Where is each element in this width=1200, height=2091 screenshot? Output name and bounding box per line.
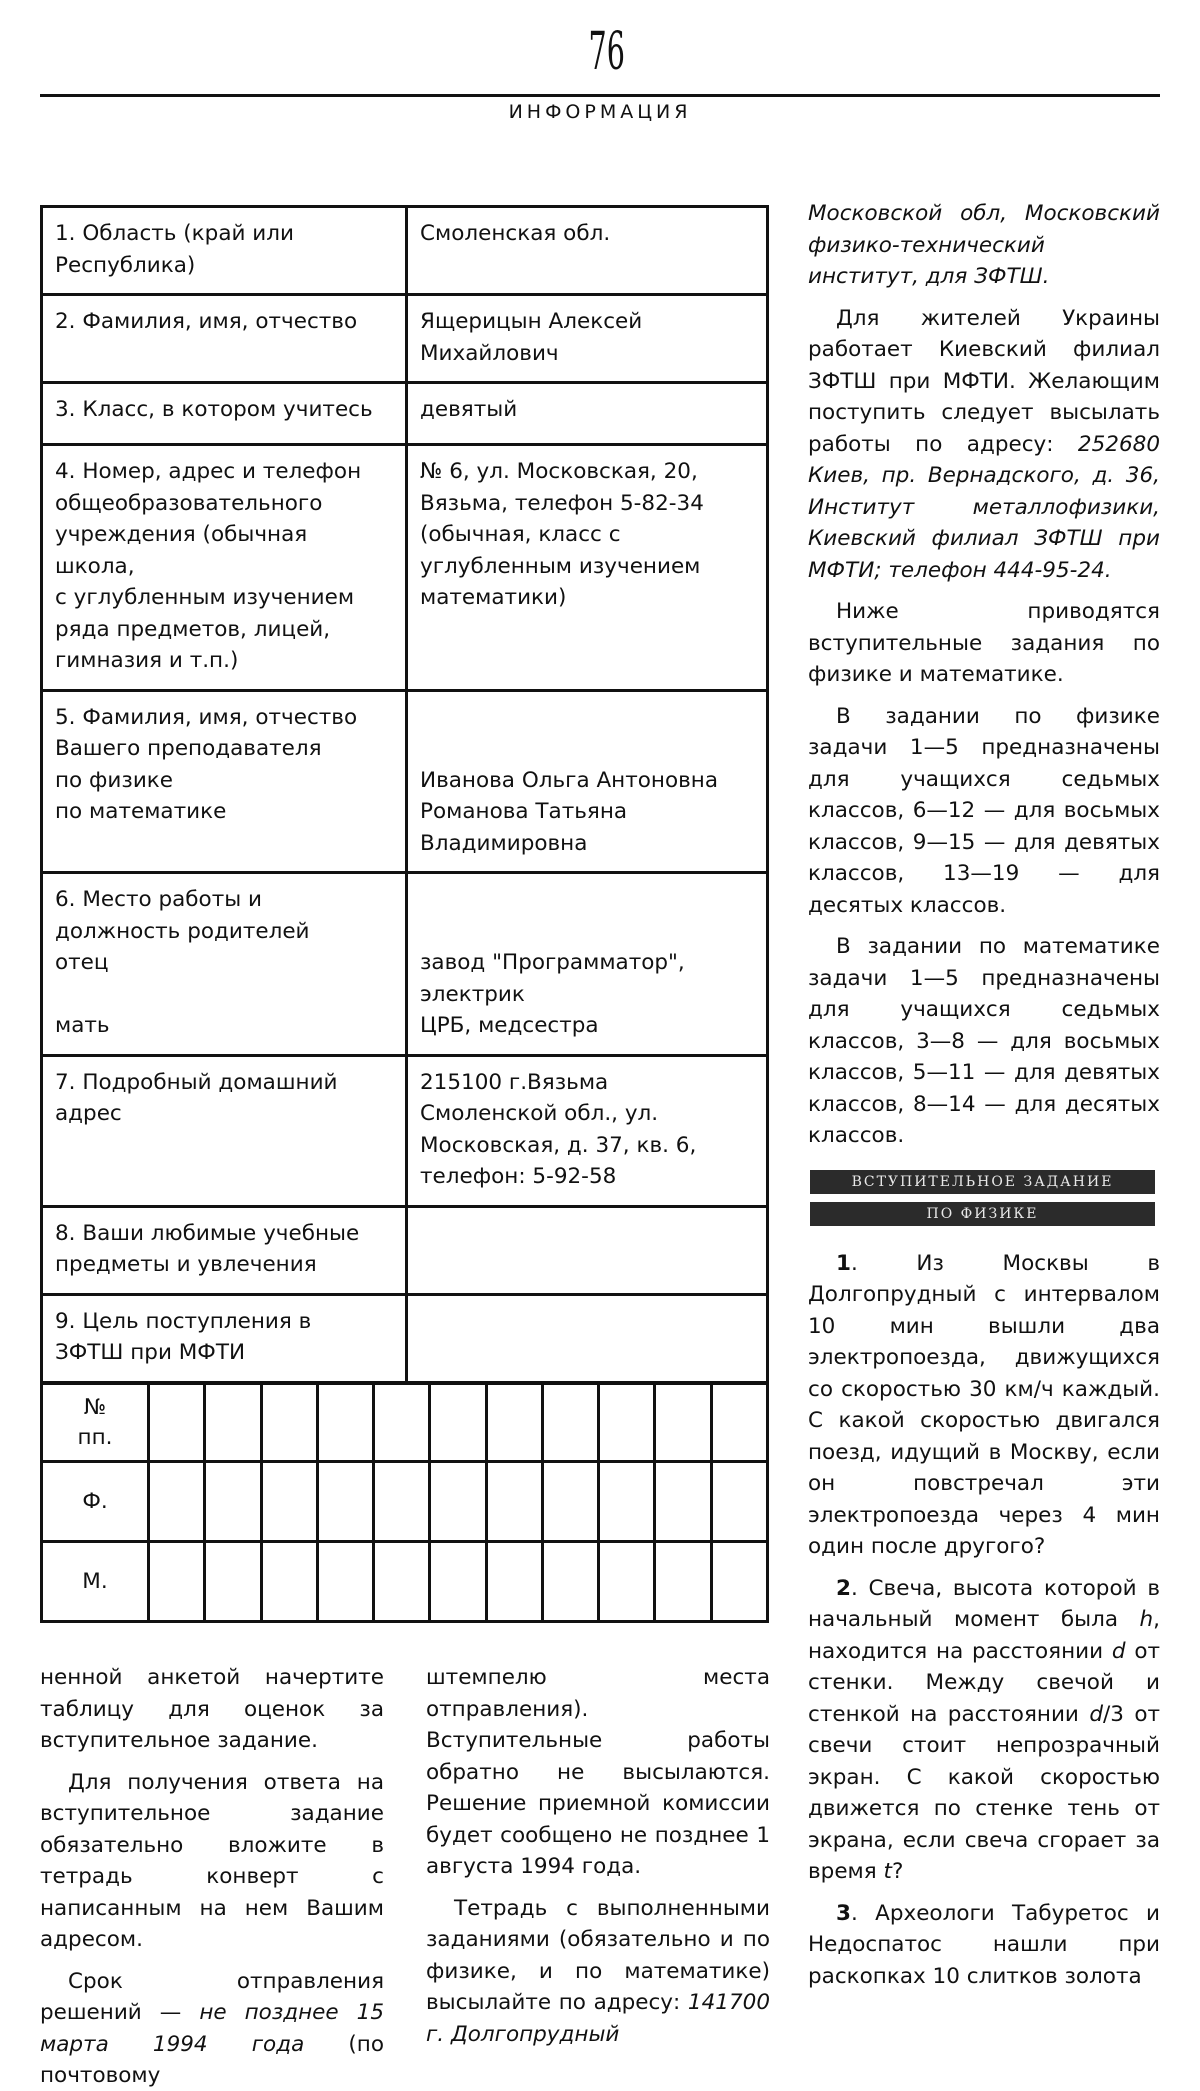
answer-line: (обычная, класс с xyxy=(420,522,621,547)
question-line: общеобразовательного xyxy=(55,490,323,516)
grades-label-physics: Ф. xyxy=(42,1462,149,1542)
answer-line: телефон: 5-92-58 xyxy=(420,1164,617,1189)
question-line: учреждения (обычная школа, xyxy=(55,522,308,579)
questionnaire-row xyxy=(42,207,768,295)
paragraph: Для жителей Украины работает Киевский филиал ЗФТШ при МФТИ. Желающим поступить следует высылать работы по адресу: 252680 Киев, пр. Вернадского, д. 36, Институт металлофизики, Киевский филиал ЗФТШ при МФТИ; телефон 444-95-24. xyxy=(808,305,1160,583)
answer-cell xyxy=(407,873,768,1056)
answer-cell xyxy=(407,1206,768,1294)
grades-row-math xyxy=(42,1542,768,1622)
answer-line xyxy=(420,916,754,948)
text-column-right xyxy=(808,198,1160,1992)
answer-line: электрик xyxy=(420,981,525,1007)
answer-line: 215100 г.Вязьма xyxy=(420,1069,609,1095)
page-number: 76 xyxy=(588,22,625,82)
problem-2: 2. Свеча, высота которой в начальный момент была h, находится на расстоянии d от стенки. Между свечой и стенкой на расстоянии d/3 от свечи стоит непрозрачный экран. С какой скоростью движется по стенке тень от экрана, если свеча сгорает за время t? xyxy=(808,1575,1161,1884)
answer-line: Михайлович xyxy=(420,340,559,366)
grade-cell xyxy=(317,1542,373,1622)
answer-cell xyxy=(407,295,768,383)
answer-line: Романова Татьяна xyxy=(420,799,628,824)
grades-table xyxy=(40,1382,769,1623)
grade-cell xyxy=(317,1462,373,1542)
answer-line: завод "Программатор", xyxy=(420,950,685,975)
question-line: Республика) xyxy=(55,252,196,278)
answer-line: математики) xyxy=(420,585,567,610)
answer-line: углубленным изучением xyxy=(420,553,701,579)
paragraph: Тетрадь с выполненными заданиями (обязательно и по физике, и по математике) высылайте по адресу: 141700 г. Долгопрудный xyxy=(426,1895,770,2047)
grade-cell xyxy=(149,1384,205,1462)
question-cell xyxy=(42,1294,407,1382)
answer-cell xyxy=(407,1294,768,1382)
answer-line: Иванова Ольга Антоновна xyxy=(420,767,719,793)
questionnaire-table xyxy=(40,205,769,1384)
grade-cell xyxy=(655,1384,711,1462)
grade-cell xyxy=(317,1384,373,1462)
question-line xyxy=(55,979,393,1011)
answer-line: Смоленская обл. xyxy=(420,221,611,246)
grade-cell xyxy=(542,1542,598,1622)
questionnaire-row xyxy=(42,1206,768,1294)
answer-cell xyxy=(407,207,768,295)
questionnaire-row xyxy=(42,383,768,445)
question-line: ЗФТШ при МФТИ xyxy=(55,1340,246,1365)
section-banner-title: ВСТУПИТЕЛЬНОЕ ЗАДАНИЕ xyxy=(810,1170,1155,1194)
grades-label-number: № пп. xyxy=(42,1384,149,1462)
answer-line: девятый xyxy=(420,397,518,422)
question-cell xyxy=(42,207,407,295)
grade-cell xyxy=(261,1542,317,1622)
problem-1: 1. Из Москвы в Долгопрудный с интервалом 10 мин вышли два электропоезда, движущихся со скоростью 30 км/ч каждый. С какой скоростью двигался поезд, идущий в Москву, если он повстречал эти электропоезда через 4 мин один после другого? xyxy=(808,1250,1160,1559)
grade-cell xyxy=(711,1384,767,1462)
grade-cell xyxy=(374,1384,430,1462)
paragraph: В задании по математике задачи 1—5 предназначены для учащихся седьмых классов, 3—8 — для восьмых классов, 5—11 — для девятых классов, 8—14 — для десятых классов. xyxy=(808,934,1160,1148)
question-line: адрес xyxy=(55,1101,122,1126)
question-line: с углубленным изучением xyxy=(55,585,355,610)
question-line: 1. Область (край или xyxy=(55,221,294,246)
grade-cell xyxy=(261,1384,317,1462)
paragraph: В задании по физике задачи 1—5 предназначены для учащихся седьмых классов, 6—12 — для восьмых классов, 9—15 — для девятых классов, 13—19 — для десятых классов. xyxy=(808,703,1160,918)
section-title: ИНФОРМАЦИЯ xyxy=(508,101,692,123)
grade-cell xyxy=(486,1542,542,1622)
text-column-bottom-middle xyxy=(426,1662,770,2050)
question-line: 8. Ваши любимые учебные xyxy=(55,1220,360,1246)
question-line: 5. Фамилия, имя, отчество xyxy=(55,704,358,730)
question-line: отец xyxy=(55,950,109,975)
paragraph: Московской обл, Московский физико-технический институт, для ЗФТШ. xyxy=(808,201,1160,289)
question-cell xyxy=(42,383,407,445)
answer-line: Вязьма, телефон 5-82-34 xyxy=(420,490,704,516)
answer-cell xyxy=(407,690,768,873)
grade-cell xyxy=(599,1462,655,1542)
question-line: должность родителей xyxy=(55,918,310,944)
answer-line xyxy=(420,733,754,765)
problem-3: 3. Археологи Табуретос и Недоспатос нашли при раскопках 10 слитков золота xyxy=(808,1900,1160,1989)
answer-line xyxy=(420,884,754,916)
paragraph: Ниже приводятся вступительные задания по физике и математике. xyxy=(808,599,1160,687)
paragraph: ненной анкетой начертите таблицу для оценок за вступительное задание. xyxy=(40,1665,384,1753)
grade-cell xyxy=(374,1462,430,1542)
answer-line xyxy=(420,702,754,734)
question-line: 6. Место работы и xyxy=(55,887,263,912)
question-line: по физике xyxy=(55,767,174,793)
grade-cell xyxy=(430,1542,486,1622)
grade-cell xyxy=(430,1384,486,1462)
answer-line: Московская, д. 37, кв. 6, xyxy=(420,1132,697,1158)
question-cell xyxy=(42,445,407,691)
question-line: Вашего преподавателя xyxy=(55,736,322,761)
grade-cell xyxy=(599,1384,655,1462)
questionnaire-row xyxy=(42,1294,768,1382)
questionnaire-row xyxy=(42,445,768,691)
grade-cell xyxy=(542,1462,598,1542)
grade-cell xyxy=(205,1542,261,1622)
grades-row-physics xyxy=(42,1462,768,1542)
paragraph: штемпелю места отправления). Вступительные работы обратно не высылаются. Решение приемной комиссии будет сообщено не позднее 1 августа 1994 года. xyxy=(426,1665,770,1879)
grade-cell xyxy=(711,1542,767,1622)
question-line: предметы и увлечения xyxy=(55,1252,317,1277)
question-line: 9. Цель поступления в xyxy=(55,1308,312,1334)
question-cell xyxy=(42,873,407,1056)
answer-cell xyxy=(407,1055,768,1206)
grades-row-number xyxy=(42,1384,768,1462)
grade-cell xyxy=(205,1462,261,1542)
question-line: по математике xyxy=(55,799,227,824)
question-line: мать xyxy=(55,1013,110,1038)
section-banner-subtitle: ПО ФИЗИКЕ xyxy=(810,1202,1155,1226)
paragraph: Для получения ответа на вступительное задание обязательно вложите в тетрадь конверт с написанным на нем Вашим адресом. xyxy=(40,1769,384,1952)
question-cell xyxy=(42,1055,407,1206)
question-line: гимназия и т.п.) xyxy=(55,648,239,673)
answer-line: Смоленской обл., ул. xyxy=(420,1101,659,1126)
grade-cell xyxy=(486,1384,542,1462)
questionnaire-row xyxy=(42,295,768,383)
answer-line: № 6, ул. Московская, 20, xyxy=(420,459,698,484)
questionnaire-row xyxy=(42,690,768,873)
question-cell xyxy=(42,690,407,873)
grade-cell xyxy=(655,1462,711,1542)
grade-cell xyxy=(149,1462,205,1542)
grade-cell xyxy=(542,1384,598,1462)
header-rule xyxy=(40,94,1160,97)
grade-cell xyxy=(486,1462,542,1542)
answer-cell xyxy=(407,383,768,445)
grade-cell xyxy=(711,1462,767,1542)
question-line: ряда предметов, лицей, xyxy=(55,616,331,642)
grade-cell xyxy=(599,1542,655,1622)
questionnaire-row xyxy=(42,1055,768,1206)
questionnaire-row xyxy=(42,873,768,1056)
grades-label-math: М. xyxy=(42,1542,149,1622)
question-cell xyxy=(42,1206,407,1294)
answer-line: ЦРБ, медсестра xyxy=(420,1013,599,1038)
question-line: 2. Фамилия, имя, отчество xyxy=(55,309,358,334)
question-line: 4. Номер, адрес и телефон xyxy=(55,459,362,484)
question-cell xyxy=(42,295,407,383)
grade-cell xyxy=(149,1542,205,1622)
grade-cell xyxy=(374,1542,430,1622)
question-line: 3. Класс, в котором учитесь xyxy=(55,397,373,422)
text-column-bottom-left xyxy=(40,1662,384,2091)
answer-line: Ящерицын Алексей xyxy=(420,309,643,334)
grade-cell xyxy=(655,1542,711,1622)
grade-cell xyxy=(430,1462,486,1542)
answer-cell xyxy=(407,445,768,691)
question-line: 7. Подробный домашний xyxy=(55,1069,338,1095)
grade-cell xyxy=(261,1462,317,1542)
answer-line: Владимировна xyxy=(420,830,588,856)
grade-cell xyxy=(205,1384,261,1462)
paragraph: Срок отправления решений — не позднее 15 марта 1994 года (по почтовому xyxy=(40,1968,384,2088)
